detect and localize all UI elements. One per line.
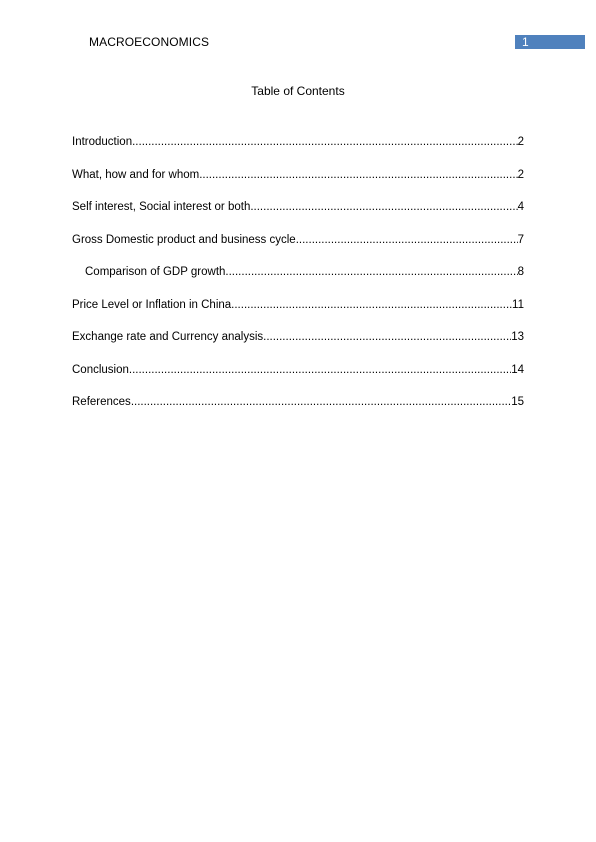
toc-entry-text: Conclusion	[72, 363, 129, 376]
dot-leader	[199, 169, 517, 181]
toc-entry-introduction[interactable]	[72, 136, 524, 169]
dot-leader	[225, 266, 517, 278]
dot-leader	[263, 331, 511, 343]
page-number-badge: 1	[515, 35, 585, 49]
toc-list	[72, 136, 524, 429]
toc-entry-references[interactable]	[72, 396, 524, 429]
toc-entry-conclusion[interactable]	[72, 364, 524, 397]
toc-entry-inflation-china[interactable]	[72, 299, 524, 332]
toc-entry-page: 2	[517, 136, 524, 148]
toc-entry-text: What, how and for whom	[72, 168, 200, 181]
toc-entry-text: Gross Domestic product and business cycle	[72, 233, 296, 246]
toc-entry-exchange-rate[interactable]	[72, 331, 524, 364]
dot-leader	[250, 201, 517, 213]
toc-entry-page: 15	[511, 396, 524, 408]
toc-entry-page: 14	[511, 363, 524, 376]
toc-entry-page: 13	[511, 331, 524, 343]
toc-entry-text: Introduction	[72, 136, 133, 148]
toc-entry-gdp-comparison[interactable]	[72, 266, 524, 299]
toc-heading: Table of Contents	[251, 84, 345, 98]
toc-entry-text: Exchange rate and Currency analysis	[72, 331, 264, 343]
dot-leader	[129, 364, 511, 376]
dot-leader	[231, 299, 512, 311]
toc-entry-gdp-business-cycle[interactable]	[72, 234, 524, 267]
dot-leader	[296, 234, 518, 246]
toc-entry-page: 2	[517, 168, 524, 181]
toc-entry-self-interest[interactable]	[72, 201, 524, 234]
toc-entry-text: Price Level or Inflation in China	[72, 298, 232, 311]
toc-entry-page: 7	[517, 233, 524, 246]
toc-entry-text: Self interest, Social interest or both	[72, 201, 251, 213]
toc-entry-page: 11	[512, 298, 524, 311]
toc-entry-page: 8	[517, 266, 524, 278]
toc-entry-page: 4	[517, 201, 524, 213]
running-header-title: MACROECONOMICS	[89, 35, 210, 49]
dot-leader	[132, 136, 517, 148]
toc-entry-text: Comparison of GDP growth	[85, 266, 226, 278]
toc-entry-text: References	[72, 396, 131, 408]
toc-entry-what-how-whom[interactable]	[72, 169, 524, 202]
dot-leader	[131, 396, 511, 408]
